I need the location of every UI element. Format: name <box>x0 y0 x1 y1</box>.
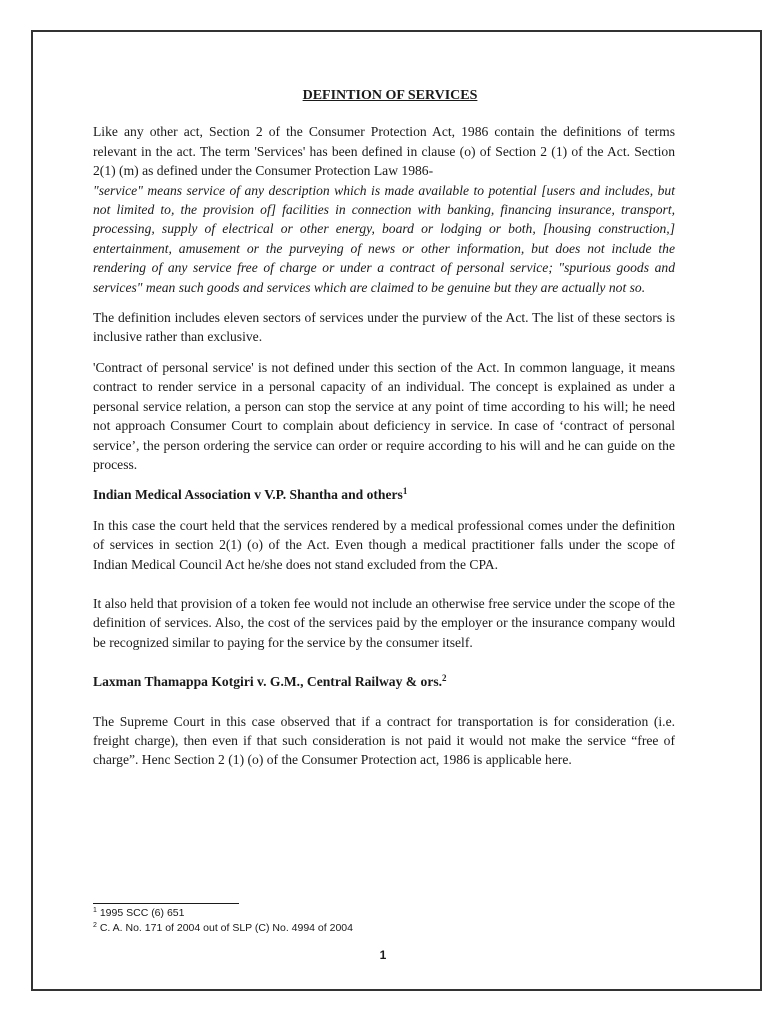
footnote-ref-1: 1 <box>402 486 408 497</box>
footnote-separator <box>93 903 239 904</box>
document-body <box>93 86 675 770</box>
case-heading-ima <box>93 485 675 504</box>
footnote-text: 1995 SCC (6) 651 <box>99 907 185 919</box>
service-definition-quote: "service" means service of any description which is made available to potential [users and includes, but not limited to, the provision of] facilities in connection with banking, financing insurance, transport, processing, supply of electrical or other energy, board or lodging or both, [housing construction,] entertainment, amusement or the purveying of news or other information, but does not include the rendering of any service free of charge or under a contract of personal service; "spurious goods and services" mean such goods and services which are claimed to be genuine but they are actually not so. <box>93 182 675 295</box>
footnote-number: 2 <box>93 922 97 929</box>
intro-paragraph: Like any other act, Section 2 of the Consumer Protection Act, 1986 contain the definitions of terms relevant in the act. The term 'Services' has been defined in clause (o) of Section 2 (1) of the Act. Section 2(1) (m) as defined under the Consumer Protection Law 1986- <box>93 124 675 179</box>
ima-paragraph-2: It also held that provision of a token fee would not include an otherwise free service under the scope of the definition of services. Also, the cost of the services paid by the employer or the insurance company would be recognized similar to paying for the service by the consumer itself. <box>93 595 675 650</box>
footnote-number: 1 <box>93 907 97 914</box>
page-number: 1 <box>379 948 387 962</box>
case-heading-laxman-text: Laxman Thamappa Kotgiri v. G.M., Central Railway & ors. <box>93 674 443 690</box>
page-title: DEFINTION OF SERVICES <box>302 88 478 103</box>
footnote-text: C. A. No. 171 of 2004 out of SLP (C) No. 4994 of 2004 <box>99 922 353 934</box>
case-heading-laxman <box>93 672 675 691</box>
laxman-paragraph-1: The Supreme Court in this case observed that if a contract for transportation is for consideration (i.e. freight charge), then even if that such consideration is not paid it would not make the service “free of charge”. Henc Section 2 (1) (o) of the Consumer Protection act, 1986 is applicable here. <box>93 713 675 768</box>
sectors-paragraph: The definition includes eleven sectors of services under the purview of the Act. The list of these sectors is inclusive rather than exclusive. <box>93 310 675 345</box>
case-heading-ima-text: Indian Medical Association v V.P. Shantha and others <box>93 487 403 503</box>
personal-service-paragraph: 'Contract of personal service' is not defined under this section of the Act. In common language, it means contract to render service in a personal capacity of an individual. The concept is explained as under a personal service relation, a person can stop the service at any point of time according to his will; he need not approach Consumer Court to complain about deficiency in service. In case of ‘contract of personal service’, the person ordering the service can order or require according to his will and he can guide on the process. <box>93 359 675 472</box>
footnotes <box>93 906 673 936</box>
footnote-item <box>93 906 673 921</box>
footnote-ref-2: 2 <box>442 673 447 684</box>
ima-paragraph-1: In this case the court held that the services rendered by a medical professional comes under the definition of services in section 2(1) (o) of the Act. Even though a medical practitioner falls under the scope of Indian Medical Council Act he/she does not stand excluded from the CPA. <box>93 517 675 572</box>
footnote-item <box>93 921 673 936</box>
